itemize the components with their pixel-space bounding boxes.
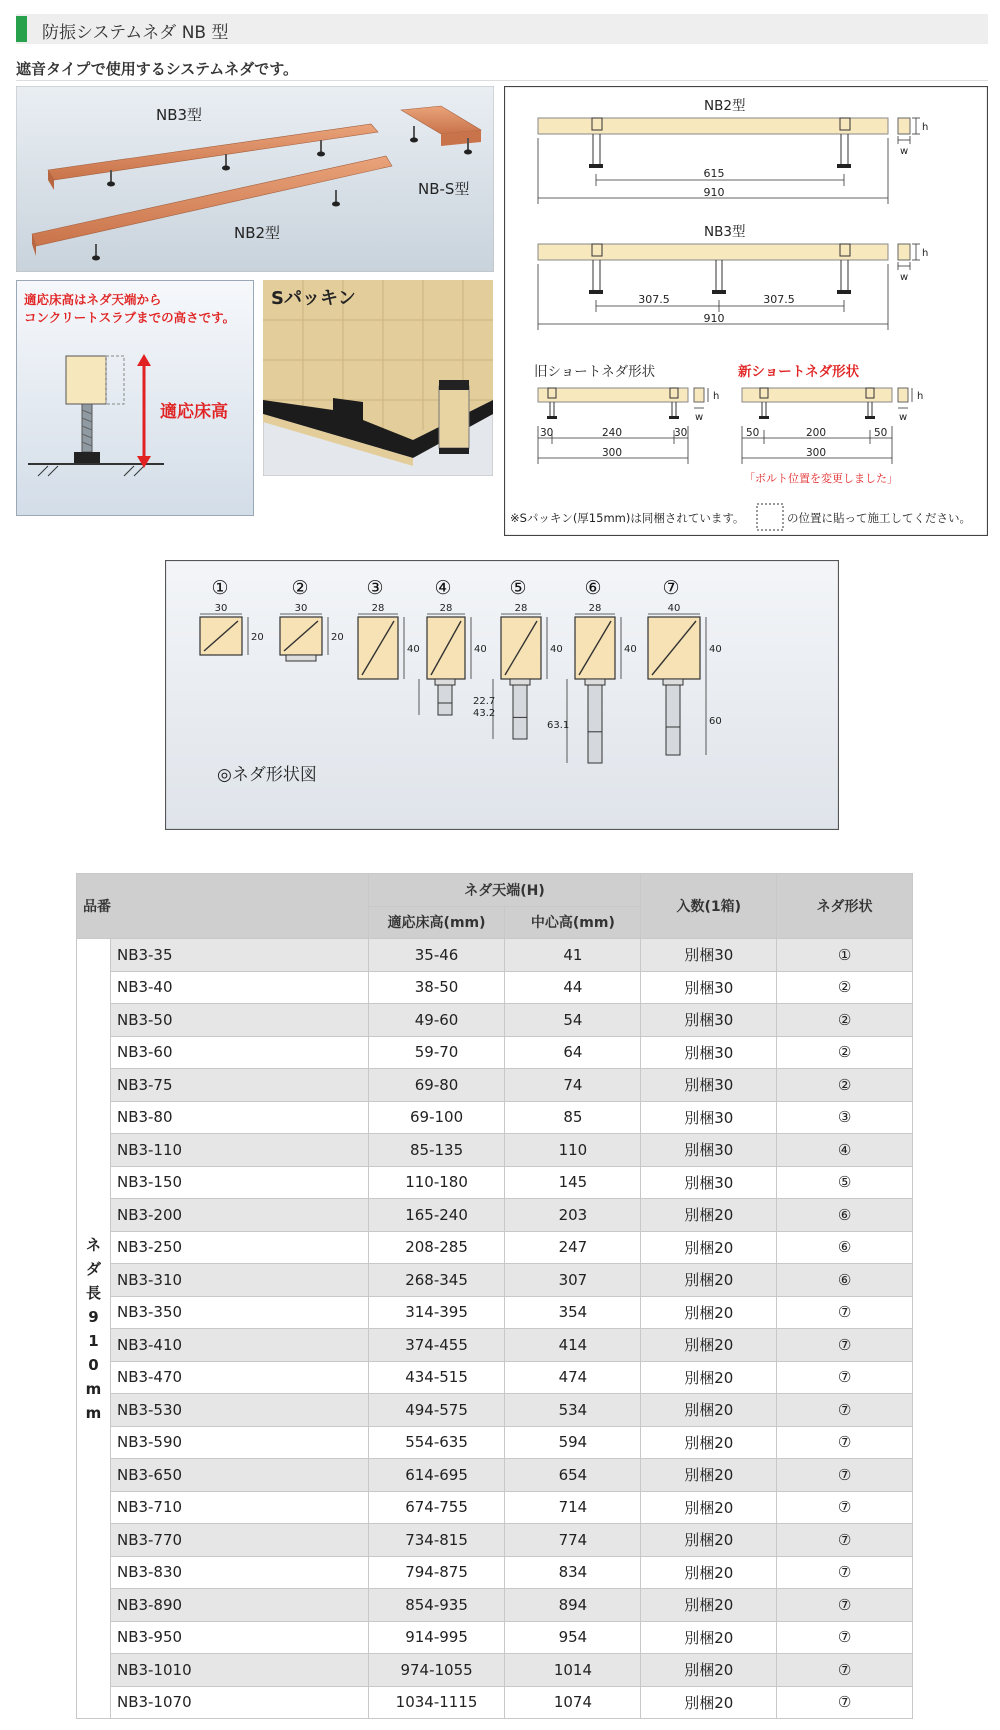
center-height-cell: 774 (505, 1524, 641, 1557)
quantity-cell: 別梱20 (641, 1654, 777, 1687)
floor-height-cell: 35-46 (368, 939, 505, 972)
shape-7-extra-label: 60 (709, 716, 722, 727)
shape-6-extra-label: 63.1 (547, 720, 570, 731)
nb2-dim-910: 910 (703, 186, 725, 199)
center-height-cell: 714 (505, 1491, 641, 1524)
old-short-w: w (695, 412, 704, 423)
product-code-cell: NB3-890 (110, 1589, 368, 1622)
floor-height-cell: 614-695 (368, 1459, 505, 1492)
table-row (77, 1621, 913, 1654)
quantity-cell: 別梱20 (641, 1426, 777, 1459)
shape-4-width-label: 28 (439, 603, 453, 614)
old-short-title: 旧ショートネダ形状 (534, 364, 656, 380)
old-short-h: h (713, 391, 720, 402)
center-height-cell: 64 (505, 1036, 641, 1069)
shape-number-cell: ⑦ (777, 1459, 913, 1492)
product-code-cell: NB3-950 (110, 1621, 368, 1654)
page-subtitle: 遮音タイプで使用するシステムネダです。 (16, 60, 299, 78)
floor-height-cell: 268-345 (368, 1264, 505, 1297)
product-code-cell: NB3-830 (110, 1556, 368, 1589)
shape-number-cell: ⑦ (777, 1524, 913, 1557)
shape-3-width-label: 28 (371, 603, 385, 614)
center-height-cell: 1014 (505, 1654, 641, 1687)
shape-number-cell: ⑦ (777, 1654, 913, 1687)
new-short-title: 新ショートネダ形状 (738, 364, 860, 380)
nb3-dim-right: 307.5 (763, 293, 795, 306)
product-code-cell: NB3-470 (110, 1361, 368, 1394)
product-code-cell: NB3-310 (110, 1264, 368, 1297)
floor-height-cell: 69-100 (368, 1101, 505, 1134)
center-height-cell: 894 (505, 1589, 641, 1622)
table-row (77, 1654, 913, 1687)
table-row (77, 1491, 913, 1524)
shape-number-cell: ② (777, 1004, 913, 1037)
center-height-cell: 474 (505, 1361, 641, 1394)
shape-number-cell: ⑦ (777, 1329, 913, 1362)
label-nb3: NB3型 (156, 106, 203, 124)
shape-4-pad (435, 679, 455, 685)
shape-6-number: ⑥ (584, 577, 602, 599)
floor-height-cell: 914-995 (368, 1621, 505, 1654)
shape-5-extra-label: 43.2 (473, 708, 496, 719)
table-row (77, 1134, 913, 1167)
floor-height-cell: 69-80 (368, 1069, 505, 1102)
shape-4-bolt (438, 685, 452, 715)
floor-height-cell: 554-635 (368, 1426, 505, 1459)
product-code-cell: NB3-40 (110, 971, 368, 1004)
new-short-dim-b: 200 (805, 427, 827, 439)
quantity-cell: 別梱30 (641, 1036, 777, 1069)
center-height-cell: 41 (505, 939, 641, 972)
product-code-cell: NB3-350 (110, 1296, 368, 1329)
shape-number-cell: ⑥ (777, 1264, 913, 1297)
quantity-cell: 別梱20 (641, 1296, 777, 1329)
old-short-dim-c: 30 (674, 427, 688, 439)
packing-label: Sパッキン (271, 288, 356, 309)
floor-height-cell: 85-135 (368, 1134, 505, 1167)
table-row (77, 1101, 913, 1134)
quantity-cell: 別梱20 (641, 1459, 777, 1492)
floor-height-cell: 1034-1115 (368, 1686, 505, 1719)
group-label-cell (77, 939, 111, 1719)
old-short-dim-a: 30 (540, 427, 554, 439)
shape-number-cell: ⑦ (777, 1296, 913, 1329)
floor-height-cell: 165-240 (368, 1199, 505, 1232)
nb3-dim-910: 910 (703, 312, 725, 325)
shape-2-width-label: 30 (294, 603, 308, 614)
table-row (77, 939, 913, 972)
shape-number-cell: ⑦ (777, 1686, 913, 1719)
floor-height-cell: 314-395 (368, 1296, 505, 1329)
nb3-w: w (900, 272, 909, 283)
product-code-cell: NB3-770 (110, 1524, 368, 1557)
quantity-cell: 別梱20 (641, 1361, 777, 1394)
nb2-dim-615: 615 (703, 167, 725, 180)
shape-number-cell: ⑦ (777, 1589, 913, 1622)
shape-6-width-label: 28 (588, 603, 602, 614)
center-height-cell: 834 (505, 1556, 641, 1589)
center-height-cell: 74 (505, 1069, 641, 1102)
shape-number-cell: ⑦ (777, 1491, 913, 1524)
product-code-cell: NB3-590 (110, 1426, 368, 1459)
center-height-cell: 414 (505, 1329, 641, 1362)
floor-height-cell: 110-180 (368, 1166, 505, 1199)
shape-number-cell: ⑦ (777, 1621, 913, 1654)
center-height-cell: 85 (505, 1101, 641, 1134)
center-height-cell: 307 (505, 1264, 641, 1297)
quantity-cell: 別梱20 (641, 1264, 777, 1297)
label-nb2: NB2型 (234, 224, 281, 242)
table-row (77, 1004, 913, 1037)
table-row (77, 1069, 913, 1102)
new-short-dim-c: 50 (874, 427, 888, 439)
floor-height-panel (16, 280, 254, 516)
center-height-cell: 354 (505, 1296, 641, 1329)
table-row (77, 1426, 913, 1459)
shape-number-cell: ⑦ (777, 1394, 913, 1427)
product-code-cell: NB3-110 (110, 1134, 368, 1167)
shape-7-number: ⑦ (662, 577, 680, 599)
shape-number-cell: ② (777, 1036, 913, 1069)
quantity-cell: 別梱30 (641, 939, 777, 972)
center-height-cell: 203 (505, 1199, 641, 1232)
title-accent-mark (16, 16, 27, 42)
old-short-dim-b: 240 (601, 427, 623, 439)
product-code-cell: NB3-650 (110, 1459, 368, 1492)
quantity-cell: 別梱20 (641, 1524, 777, 1557)
floor-height-cell: 208-285 (368, 1231, 505, 1264)
nb3-dim-left: 307.5 (638, 293, 670, 306)
center-height-cell: 954 (505, 1621, 641, 1654)
table-row (77, 1296, 913, 1329)
quantity-cell: 別梱20 (641, 1621, 777, 1654)
product-code-cell: NB3-75 (110, 1069, 368, 1102)
floor-height-cell: 794-875 (368, 1556, 505, 1589)
center-height-cell: 594 (505, 1426, 641, 1459)
nb3-title: NB3型 (704, 224, 746, 240)
shape-5-width-label: 28 (514, 603, 528, 614)
new-short-dim-total: 300 (805, 447, 827, 459)
dimension-drawings-panel (504, 86, 988, 536)
shape-caption: ◎ネダ形状図 (217, 765, 317, 785)
quantity-cell: 別梱30 (641, 1069, 777, 1102)
subtitle-divider (16, 80, 988, 81)
bolt-change-note: 「ボルト位置を変更しました」 (744, 472, 898, 485)
shape-5-height-label: 40 (550, 644, 563, 655)
product-photo (16, 86, 494, 272)
quantity-cell: 別梱20 (641, 1199, 777, 1232)
shape-5-pad (510, 679, 530, 685)
quantity-cell: 別梱20 (641, 1556, 777, 1589)
product-code-cell: NB3-60 (110, 1036, 368, 1069)
header-hinban: 品番 (77, 874, 369, 939)
packing-footnote-a: ※Sパッキン(厚15mm)は同梱されています。 (510, 511, 745, 525)
nb2-w: w (900, 146, 909, 157)
product-code-cell: NB3-1010 (110, 1654, 368, 1687)
old-short-dim-total: 300 (601, 447, 623, 459)
table-row (77, 1524, 913, 1557)
table-row (77, 1556, 913, 1589)
table-row (77, 971, 913, 1004)
shape-number-cell: ⑥ (777, 1199, 913, 1232)
page-title: 防振システムネダ NB 型 (42, 23, 229, 43)
center-height-cell: 145 (505, 1166, 641, 1199)
floor-height-label: 適応床高 (160, 402, 228, 422)
floor-height-note-2: コンクリートスラブまでの高さです。 (24, 310, 236, 325)
product-code-cell: NB3-150 (110, 1166, 368, 1199)
center-height-cell: 44 (505, 971, 641, 1004)
table-row (77, 1361, 913, 1394)
spec-table (76, 873, 913, 1719)
product-code-cell: NB3-35 (110, 939, 368, 972)
table-row (77, 1394, 913, 1427)
nb3-h: h (922, 248, 929, 259)
shape-1-height-label: 20 (251, 632, 264, 643)
neda-shape-diagram (165, 560, 839, 830)
quantity-cell: 別梱20 (641, 1589, 777, 1622)
shape-number-cell: ① (777, 939, 913, 972)
product-code-cell: NB3-530 (110, 1394, 368, 1427)
table-row (77, 1459, 913, 1492)
product-code-cell: NB3-250 (110, 1231, 368, 1264)
floor-height-note-1: 適応床高はネダ天端から (24, 292, 162, 307)
center-height-cell: 534 (505, 1394, 641, 1427)
shape-number-cell: ② (777, 971, 913, 1004)
shape-2-pad (286, 655, 316, 661)
floor-height-cell: 854-935 (368, 1589, 505, 1622)
floor-height-cell: 49-60 (368, 1004, 505, 1037)
shape-5-number: ⑤ (509, 577, 527, 599)
floor-height-cell: 38-50 (368, 971, 505, 1004)
shape-3-number: ③ (366, 577, 384, 599)
group-label: ネダ長910mm (85, 1235, 102, 1422)
center-height-cell: 110 (505, 1134, 641, 1167)
floor-height-cell: 734-815 (368, 1524, 505, 1557)
quantity-cell: 別梱30 (641, 1134, 777, 1167)
center-height-cell: 54 (505, 1004, 641, 1037)
shape-number-cell: ④ (777, 1134, 913, 1167)
shape-number-cell: ⑤ (777, 1166, 913, 1199)
header-neda-top: ネダ天端(H) (368, 874, 641, 907)
shape-5-bolt (513, 685, 527, 739)
shape-number-cell: ⑥ (777, 1231, 913, 1264)
quantity-cell: 別梱20 (641, 1394, 777, 1427)
table-row (77, 1589, 913, 1622)
quantity-cell: 別梱20 (641, 1686, 777, 1719)
shape-number-cell: ③ (777, 1101, 913, 1134)
table-row (77, 1231, 913, 1264)
product-code-cell: NB3-1070 (110, 1686, 368, 1719)
shape-4-height-label: 40 (474, 644, 487, 655)
shape-7-height-label: 40 (709, 644, 722, 655)
header-shape: ネダ形状 (777, 874, 913, 939)
shape-7-pad (663, 679, 683, 685)
shape-number-cell: ⑦ (777, 1361, 913, 1394)
shape-3-height-label: 40 (407, 644, 420, 655)
table-row (77, 1686, 913, 1719)
shape-number-cell: ② (777, 1069, 913, 1102)
shape-6-height-label: 40 (624, 644, 637, 655)
packing-photo (263, 280, 493, 476)
floor-height-cell: 59-70 (368, 1036, 505, 1069)
shape-1-number: ① (211, 577, 229, 599)
shape-7-width-label: 40 (667, 603, 681, 614)
product-code-cell: NB3-200 (110, 1199, 368, 1232)
shape-2-number: ② (291, 577, 309, 599)
center-height-cell: 654 (505, 1459, 641, 1492)
table-row (77, 1264, 913, 1297)
shape-1-width-label: 30 (214, 603, 228, 614)
floor-height-cell: 494-575 (368, 1394, 505, 1427)
quantity-cell: 別梱30 (641, 1166, 777, 1199)
shape-7-bolt (666, 685, 680, 755)
shape-6-bolt (588, 685, 602, 763)
new-short-dim-a: 50 (746, 427, 760, 439)
quantity-cell: 別梱30 (641, 1101, 777, 1134)
floor-height-cell: 674-755 (368, 1491, 505, 1524)
shape-2-height-label: 20 (331, 632, 344, 643)
floor-height-cell: 374-455 (368, 1329, 505, 1362)
shape-6-pad (585, 679, 605, 685)
table-row (77, 1036, 913, 1069)
quantity-cell: 別梱20 (641, 1329, 777, 1362)
shape-number-cell: ⑦ (777, 1426, 913, 1459)
label-nbs: NB-S型 (418, 180, 470, 198)
quantity-cell: 別梱20 (641, 1231, 777, 1264)
quantity-cell: 別梱30 (641, 971, 777, 1004)
shape-4-extra-label: 22.7 (473, 696, 496, 707)
nb2-h: h (922, 122, 929, 133)
packing-footnote-b: の位置に貼って施工してください。 (787, 511, 971, 525)
center-height-cell: 1074 (505, 1686, 641, 1719)
floor-height-cell: 974-1055 (368, 1654, 505, 1687)
table-row (77, 1166, 913, 1199)
center-height-cell: 247 (505, 1231, 641, 1264)
quantity-cell: 別梱30 (641, 1004, 777, 1037)
shape-4-number: ④ (434, 577, 452, 599)
new-short-w: w (899, 412, 908, 423)
quantity-cell: 別梱20 (641, 1491, 777, 1524)
table-row (77, 1329, 913, 1362)
page-title-bar (16, 14, 988, 44)
table-row (77, 1199, 913, 1232)
product-code-cell: NB3-80 (110, 1101, 368, 1134)
header-center-height: 中心高(mm) (505, 906, 641, 939)
product-code-cell: NB3-50 (110, 1004, 368, 1037)
header-floor-height: 適応床高(mm) (368, 906, 505, 939)
product-code-cell: NB3-410 (110, 1329, 368, 1362)
new-short-h: h (917, 391, 924, 402)
product-code-cell: NB3-710 (110, 1491, 368, 1524)
shape-number-cell: ⑦ (777, 1556, 913, 1589)
floor-height-cell: 434-515 (368, 1361, 505, 1394)
header-quantity: 入数(1箱) (641, 874, 777, 939)
nb2-title: NB2型 (704, 98, 746, 114)
